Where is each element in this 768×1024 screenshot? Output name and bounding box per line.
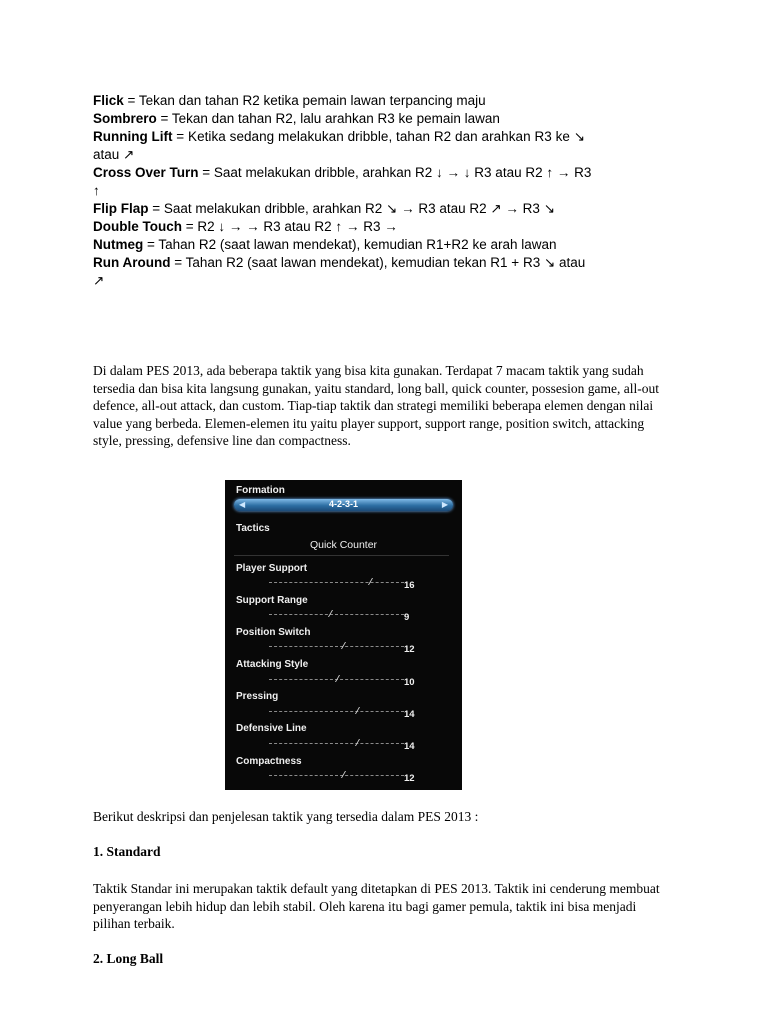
move-line	[93, 128, 683, 146]
move-name: Flip Flap	[93, 201, 149, 216]
move-desc: = Tahan R2 (saat lawan mendekat), kemudian R1+R2 ke arah lawan	[143, 237, 557, 252]
move-name: Double Touch	[93, 219, 182, 234]
arrow-left-icon: ◀	[239, 500, 246, 509]
move-desc: = R2 ↓ → → R3 atau R2 ↑ → R3 →	[182, 219, 398, 234]
move-line	[93, 254, 683, 272]
intro-paragraph: Di dalam PES 2013, ada beberapa taktik yang bisa kita gunakan. Terdapat 7 macam taktik yang sudah tersedia dan bisa kita langsung gunakan, yaitu standard, long ball, quick counter, possesion game, all-out defence, all-out attack, dan custom. Tiap-tiap taktik dan strategi memiliki beberapa elemen dengan nilai value yang berbeda. Elemen-elemen itu yaitu player support, support range, position switch, attacking style, pressing, defensive line dan compactness.	[93, 363, 659, 448]
move-name: Run Around	[93, 255, 171, 270]
move-desc: = Saat melakukan dribble, arahkan R2 ↘ → R3 atau R2 ↗ → R3 ↘	[148, 201, 556, 216]
tactics-panel-image	[225, 480, 462, 790]
slider-value: 10	[404, 677, 415, 688]
slider-value: 16	[404, 580, 415, 591]
slider-track	[269, 679, 404, 682]
move-line-cont: ↗	[93, 273, 105, 288]
slider-label: Defensive Line	[236, 723, 307, 734]
slider-knob	[328, 610, 333, 617]
slider-value: 9	[404, 612, 410, 623]
move-name: Running Lift	[93, 129, 173, 144]
arrow-right-icon: ▶	[441, 500, 448, 509]
slider-knob	[355, 739, 360, 746]
slider-track	[269, 614, 404, 617]
move-line	[93, 164, 683, 182]
slider-knob	[341, 771, 346, 778]
slider-label: Player Support	[236, 563, 308, 574]
slider-label: Attacking Style	[236, 659, 309, 670]
slider-label: Pressing	[236, 691, 279, 702]
slider-label: Position Switch	[236, 627, 311, 638]
heading-standard: 1. Standard	[93, 844, 161, 859]
move-line	[93, 200, 683, 218]
move-desc: = Tekan dan tahan R2, lalu arahkan R3 ke pemain lawan	[156, 111, 500, 126]
move-desc: = Ketika sedang melakukan dribble, tahan R2 dan arahkan R3 ke ↘	[172, 129, 586, 144]
formation-value: 4-2-3-1	[328, 499, 358, 509]
slider-knob	[334, 675, 339, 682]
slider-track	[269, 711, 404, 714]
heading-long-ball: 2. Long Ball	[93, 951, 164, 966]
slider-track	[269, 743, 404, 746]
move-name: Sombrero	[93, 111, 157, 126]
standard-paragraph: Taktik Standar ini merupakan taktik default yang ditetapkan di PES 2013. Taktik ini cenderung membuat penyerangan lebih hidup dan lebih stabil. Oleh karena itu bagi gamer pemula, taktik ini bisa menjadi pilihan terbaik.	[93, 881, 660, 931]
slider-label: Compactness	[236, 756, 302, 767]
move-name: Flick	[93, 93, 124, 108]
tactics-value: Quick Counter	[309, 539, 378, 551]
slider-value: 12	[404, 773, 415, 784]
move-line	[93, 92, 683, 110]
formation-label: Formation	[236, 485, 285, 496]
tactics-label: Tactics	[236, 523, 270, 534]
move-desc: = Saat melakukan dribble, arahkan R2 ↓ → ↓ R3 atau R2 ↑ → R3	[198, 165, 592, 180]
slider-knob	[368, 578, 373, 585]
move-line	[93, 218, 683, 236]
slider-knob	[355, 707, 360, 714]
slider-track	[269, 775, 404, 778]
slider-value: 14	[404, 741, 415, 752]
move-desc: = Tekan dan tahan R2 ketika pemain lawan terpancing maju	[123, 93, 486, 108]
divider	[234, 555, 449, 556]
move-name: Cross Over Turn	[93, 165, 199, 180]
move-desc: = Tahan R2 (saat lawan mendekat), kemudian tekan R1 + R3 ↘ atau	[170, 255, 586, 270]
move-line-cont: atau ↗	[93, 147, 135, 162]
slider-label: Support Range	[236, 595, 308, 606]
slider-track	[269, 582, 404, 585]
move-name: Nutmeg	[93, 237, 144, 252]
move-line	[93, 110, 683, 128]
move-line-cont: ↑	[93, 183, 100, 198]
slider-knob	[341, 642, 346, 649]
moves-list	[93, 92, 683, 290]
slider-track	[269, 646, 404, 649]
slider-value: 14	[404, 709, 415, 720]
slider-value: 12	[404, 644, 415, 655]
formation-selector	[234, 499, 453, 511]
move-line	[93, 236, 683, 254]
caption: Berikut deskripsi dan penjelesan taktik yang tersedia dalam PES 2013 :	[93, 809, 479, 824]
